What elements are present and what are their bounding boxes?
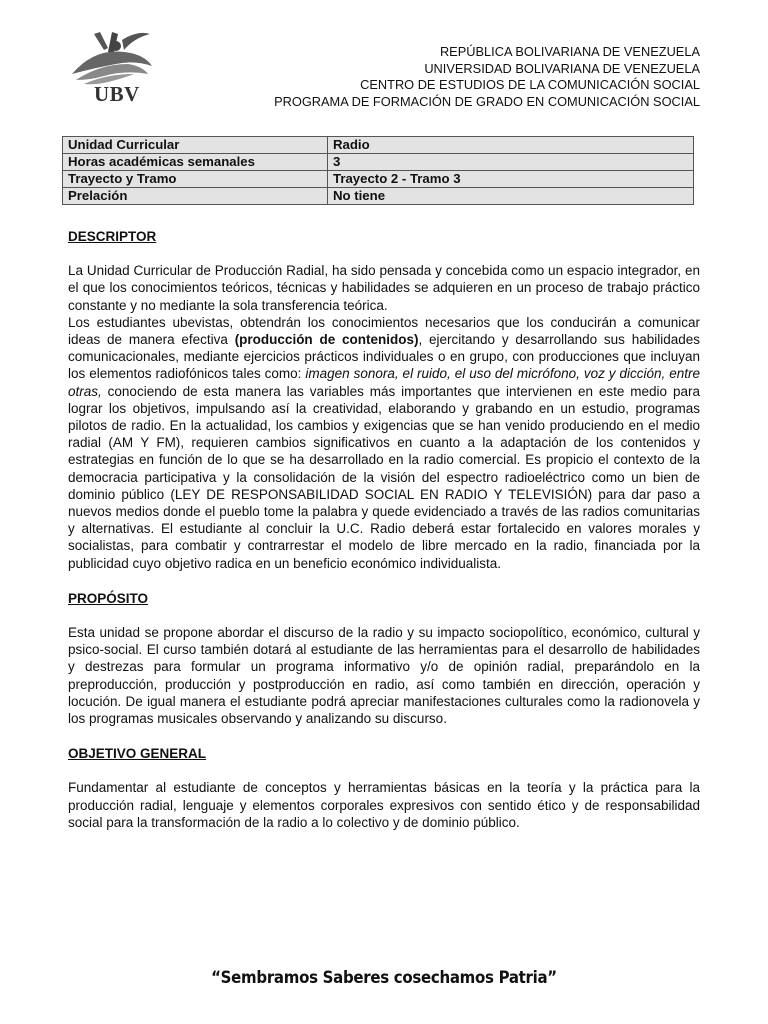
footer-motto: “Sembramos Saberes cosechamos Patria” xyxy=(211,966,557,988)
ubv-logo-text: UBV xyxy=(94,82,140,106)
objetivo-paragraph: Fundamentar al estudiante de conceptos y herramientas básicas en la teoría y la práctica para la producción radial, lenguaje y elementos corporales expresivos con sentido ético y de responsabilidad social para la transformación de la radio a lo colectivo y de dominio público. xyxy=(68,780,700,830)
header-line-center: CENTRO DE ESTUDIOS DE LA COMUNICACIÓN SOCIAL xyxy=(360,77,700,92)
objetivo-title: OBJETIVO GENERAL xyxy=(68,746,207,762)
table-value: 3 xyxy=(328,154,694,171)
proposito-title: PROPÓSITO xyxy=(68,590,149,606)
descriptor-title: DESCRIPTOR xyxy=(68,229,157,244)
table-value: Radio xyxy=(328,137,694,154)
table-label: Horas académicas semanales xyxy=(63,154,328,171)
table-row xyxy=(63,137,694,154)
ubv-logo xyxy=(64,30,160,110)
table-row xyxy=(63,171,694,188)
table-label: Unidad Curricular xyxy=(63,137,328,154)
table-label: Trayecto y Tramo xyxy=(63,171,328,188)
header-line-university: UNIVERSIDAD BOLIVARIANA DE VENEZUELA xyxy=(424,60,700,76)
proposito-paragraph: Esta unidad se propone abordar el discurso de la radio y su impacto sociopolítico, económico, cultural y psico-social. El curso también dotará al estudiante de las herramientas para el desarrollo de habilidades y destrezas para formular un programa informativo y/o de opinión radial, preparándolo en la preproducción, producción y postproducción en radio, así como también en dirección, operación y locución. De igual manera el estudiante podrá apreciar manifestaciones culturales como la radionovela y los programas musicales observando y analizando su discurso. xyxy=(68,625,700,727)
document-body xyxy=(68,228,700,831)
descriptor-italic-text: imagen sonora, el ruido, el uso del micrófono, voz y dicción, entre otras, xyxy=(68,366,700,399)
descriptor-text: conociendo de esta manera las variables más importantes que intervienen en este medio para lograr los objetivos, impulsando así la creatividad, elaborando y grabando en un estudio, programas pilotos de radio. En la actualidad, los cambios y exigencias que se han venido produciendo en el medio radial (AM Y FM), requieren cambios significativos en cuanto a la adaptación de los contenidos y estrategias en función de lo que se ha desarrollado en la radio comercial. Es propicio el contexto de la democracia participativa y la consolidación de la visión del espectro radioeléctrico como un bien de dominio público (LEY DE RESPONSABILIDAD SOCIAL EN RADIO Y TELEVISIÓN) para dar paso a nuevos medios donde el pueblo tome la palabra y quede evidenciado a través de las radios comunitarias y alternativas. El estudiante al concluir la U.C. Radio deberá estar fortalecido en valores morales y socialistas, para combatir y contrarrestar el modelo de libre mercado en la radio, financiada por la publicidad cuyo objetivo radica en un beneficio económico individualista. xyxy=(68,383,700,571)
header-line-republic: REPÚBLICA BOLIVARIANA DE VENEZUELA xyxy=(439,44,700,59)
descriptor-paragraph-2 xyxy=(68,314,700,572)
table-value: Trayecto 2 - Tramo 3 xyxy=(328,171,694,188)
descriptor-text: Los estudiantes ubevistas, obtendrán los conocimientos necesarios que los conducirán a comunicar ideas de manera efectiva xyxy=(68,314,700,348)
table-value: No tiene xyxy=(328,188,694,205)
table-row xyxy=(63,188,694,205)
table-row xyxy=(63,154,694,171)
descriptor-bold-text: (producción de contenidos) xyxy=(234,332,419,348)
descriptor-text: , ejercitando y desarrollando sus habilidades comunicacionales, mediante ejercicios prácticos individuales o en grupo, con producciones que incluyan los elementos radiofónicos tales como: xyxy=(68,332,701,382)
header-line-program: PROGRAMA DE FORMACIÓN DE GRADO EN COMUNICACIÓN SOCIAL xyxy=(274,93,700,109)
descriptor-paragraph-1: La Unidad Curricular de Producción Radial, ha sido pensada y concebida como un espacio integrador, en el que los conocimientos teóricos, técnicas y habilidades se adquieren en un proceso de trabajo práctico constante y no mediante la sola transferencia teórica. xyxy=(68,263,700,313)
table-label: Prelación xyxy=(63,188,328,205)
course-info-table xyxy=(62,136,694,205)
institution-header xyxy=(274,44,700,110)
